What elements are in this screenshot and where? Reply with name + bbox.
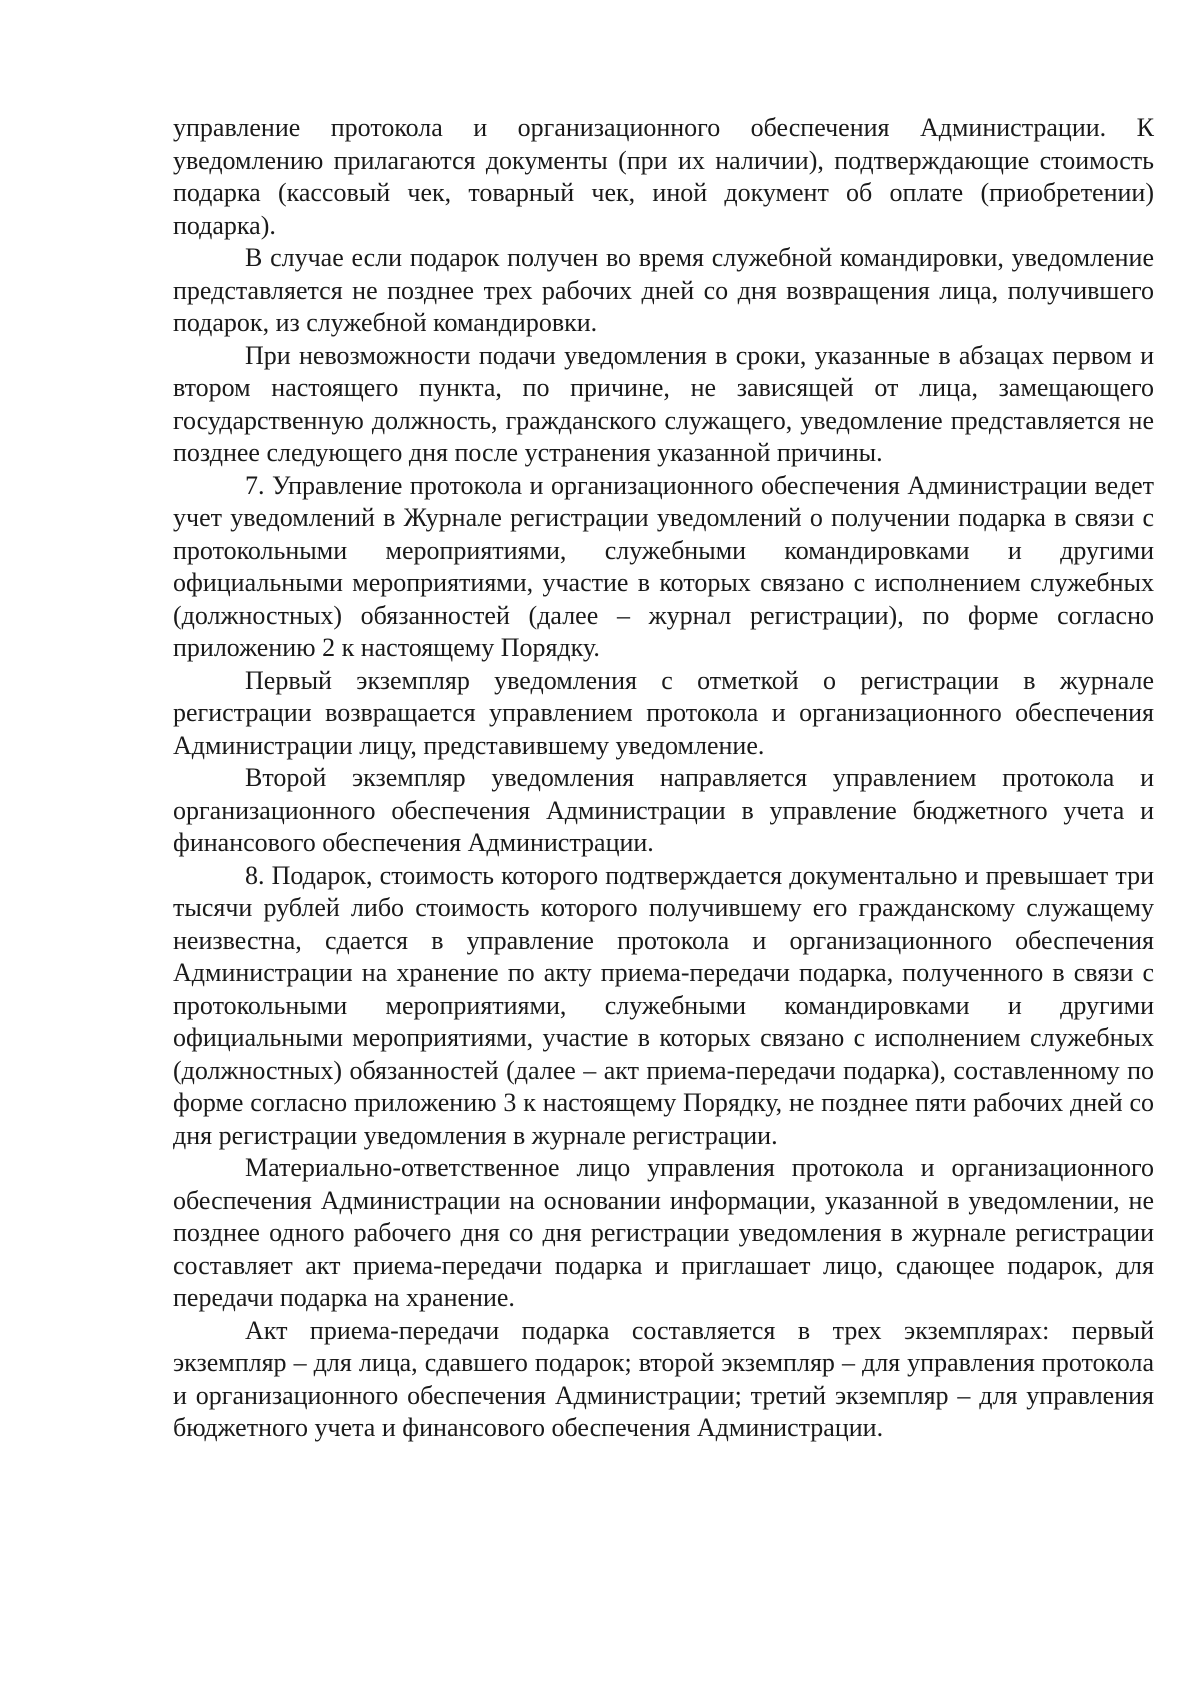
paragraph-9: Акт приема-передачи подарка составляется в трех экземплярах: первый экземпляр – для лица, сдавшего подарок; второй экземпляр – для управления протокола и организационного обеспечения Администрации; третий экземпляр – для управления бюджетного учета и финансового обеспечения Администрации. xyxy=(173,1315,1154,1442)
document-page xyxy=(173,112,1154,1445)
paragraph-2: В случае если подарок получен во время служебной командировки, уведомление представляется не позднее трех рабочих дней со дня возвращения лица, получившего подарок, из служебной командировки. xyxy=(173,243,1154,337)
paragraph-5: Первый экземпляр уведомления с отметкой о регистрации в журнале регистрации возвращается управлением протокола и организационного обеспечения Администрации лицу, представившему уведомление. xyxy=(173,665,1154,760)
paragraph-3: При невозможности подачи уведомления в сроки, указанные в абзацах первом и втором настоящего пункта, по причине, не зависящей от лица, замещающего государственную должность, гражданского служащего, уведомление представляется не позднее следующего дня после устранения указанной причины. xyxy=(173,340,1154,467)
paragraph-4: 7. Управление протокола и организационного обеспечения Администрации ведет учет уведомлений в Журнале регистрации уведомлений о получении подарка в связи с протокольными мероприятиями, служебными командировками и другими официальными мероприятиями, участие в которых связано с исполнением служебных (должностных) обязанностей (далее – журнал регистрации), по форме согласно приложению 2 к настоящему Порядку. xyxy=(173,470,1154,662)
paragraph-7: 8. Подарок, стоимость которого подтверждается документально и превышает три тысячи рублей либо стоимость которого получившему его гражданскому служащему неизвестна, сдается в управление протокола и организационного обеспечения Администрации на хранение по акту приема-передачи подарка, полученного в связи с протокольными мероприятиями, служебными командировками и другими официальными мероприятиями, участие в которых связано с исполнением служебных (должностных) обязанностей (далее – акт приема-передачи подарка), составленному по форме согласно приложению 3 к настоящему Порядку, не позднее пяти рабочих дней со дня регистрации уведомления в журнале регистрации. xyxy=(173,860,1154,1150)
paragraph-1: управление протокола и организационного обеспечения Администрации. К уведомлению прилагаются документы (при их наличии), подтверждающие стоимость подарка (кассовый чек, товарный чек, иной документ об оплате (приобретении) подарка). xyxy=(173,113,1154,240)
paragraph-6: Второй экземпляр уведомления направляется управлением протокола и организационного обеспечения Администрации в управление бюджетного учета и финансового обеспечения Администрации. xyxy=(173,763,1154,857)
paragraph-8: Материально-ответственное лицо управления протокола и организационного обеспечения Администрации на основании информации, указанной в уведомлении, не позднее одного рабочего дня со дня регистрации уведомления в журнале регистрации составляет акт приема-передачи подарка и приглашает лицо, сдающее подарок, для передачи подарка на хранение. xyxy=(173,1153,1154,1312)
